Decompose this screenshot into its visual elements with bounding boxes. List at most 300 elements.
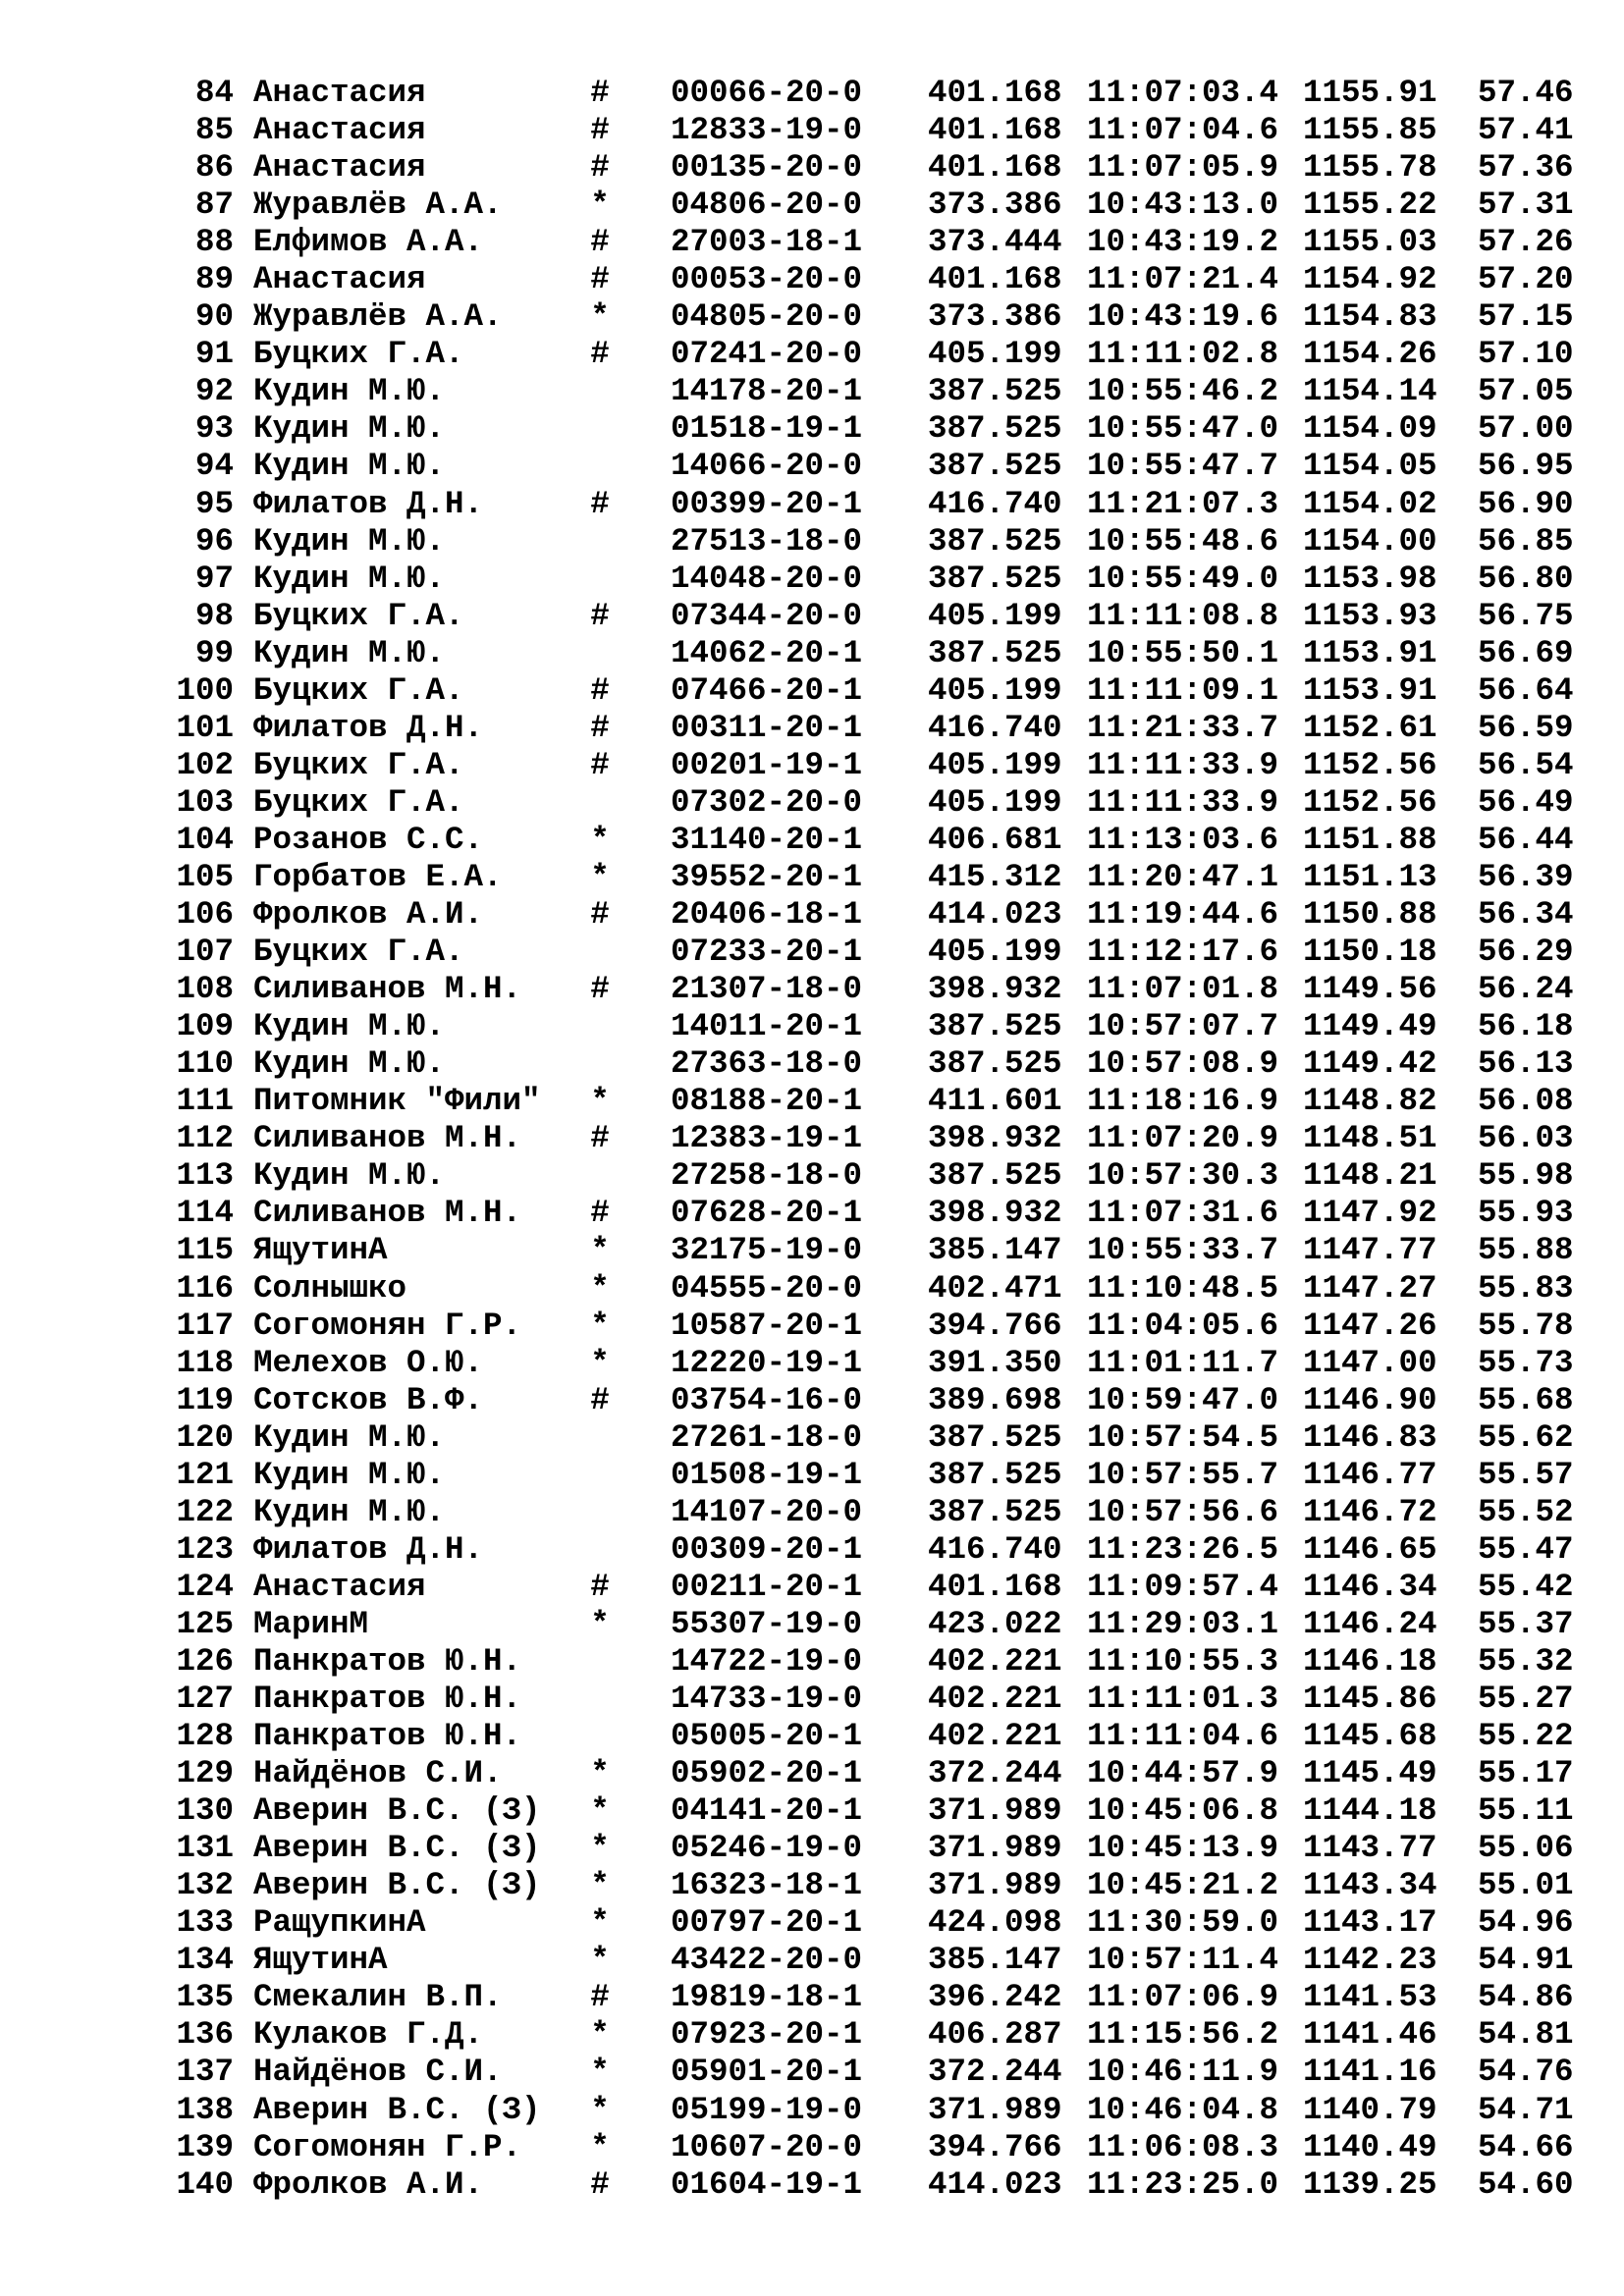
table-row (0, 523, 1624, 561)
speed: 1143.77 (1303, 1830, 1437, 1867)
ring-number: 00135-20-0 (671, 149, 863, 187)
owner-name: Кудин М.Ю. (253, 1045, 446, 1083)
place-number: 85 (194, 112, 234, 149)
ring-number: 01604-19-1 (671, 2165, 863, 2203)
owner-name: Аверин В.С. (З) (253, 2091, 541, 2128)
class-mark: * (590, 1083, 610, 1120)
place-number: 101 (176, 709, 234, 746)
distance: 372.244 (928, 1755, 1062, 1792)
ring-number: 05246-19-0 (671, 1830, 863, 1867)
table-row (0, 1494, 1624, 1531)
ring-number: 07241-20-0 (671, 336, 863, 373)
arrival-time: 11:04:05.6 (1087, 1307, 1279, 1344)
place-number: 87 (194, 187, 234, 224)
owner-name: Фролков А.И. (253, 2165, 484, 2203)
distance: 387.525 (928, 373, 1062, 410)
points: 54.81 (1478, 2016, 1574, 2054)
class-mark: * (590, 1269, 610, 1307)
owner-name: Кудин М.Ю. (253, 1493, 446, 1530)
points: 57.41 (1478, 112, 1574, 149)
ring-number: 12383-19-1 (671, 1120, 863, 1157)
arrival-time: 11:23:26.5 (1087, 1530, 1279, 1568)
owner-name: РащупкинА (253, 1904, 426, 1942)
table-row (0, 410, 1624, 448)
place-number: 95 (194, 485, 234, 522)
speed: 1148.21 (1303, 1157, 1437, 1195)
speed: 1146.65 (1303, 1530, 1437, 1568)
ring-number: 00399-20-1 (671, 485, 863, 522)
table-row (0, 2092, 1624, 2129)
owner-name: Аверин В.С. (З) (253, 1830, 541, 1867)
table-row (0, 112, 1624, 149)
speed: 1153.91 (1303, 634, 1437, 671)
distance: 385.147 (928, 1942, 1062, 1979)
distance: 416.740 (928, 485, 1062, 522)
distance: 385.147 (928, 1232, 1062, 1269)
class-mark: * (590, 1344, 610, 1381)
distance: 401.168 (928, 75, 1062, 111)
points: 55.73 (1478, 1344, 1574, 1381)
class-mark: # (590, 112, 610, 149)
ring-number: 00201-19-1 (671, 746, 863, 783)
place-number: 119 (176, 1381, 234, 1418)
owner-name: ЯщутинА (253, 1942, 388, 1979)
table-row (0, 598, 1624, 635)
arrival-time: 11:30:59.0 (1087, 1904, 1279, 1942)
speed: 1146.72 (1303, 1493, 1437, 1530)
table-row (0, 1157, 1624, 1195)
speed: 1145.49 (1303, 1755, 1437, 1792)
distance: 394.766 (928, 2128, 1062, 2165)
points: 56.13 (1478, 1045, 1574, 1083)
speed: 1142.23 (1303, 1942, 1437, 1979)
table-row (0, 635, 1624, 672)
table-row (0, 1457, 1624, 1494)
points: 55.11 (1478, 1792, 1574, 1830)
owner-name: Филатов Д.Н. (253, 709, 484, 746)
arrival-time: 11:09:57.4 (1087, 1568, 1279, 1605)
class-mark: # (590, 1195, 610, 1232)
owner-name: Буцких Г.А. (253, 671, 464, 709)
distance: 398.932 (928, 1120, 1062, 1157)
speed: 1150.18 (1303, 934, 1437, 971)
class-mark: * (590, 187, 610, 224)
place-number: 97 (194, 560, 234, 597)
table-row (0, 1419, 1624, 1457)
distance: 423.022 (928, 1605, 1062, 1642)
speed: 1154.26 (1303, 336, 1437, 373)
speed: 1155.91 (1303, 75, 1437, 111)
ring-number: 04805-20-0 (671, 298, 863, 336)
speed: 1146.24 (1303, 1605, 1437, 1642)
arrival-time: 10:55:47.7 (1087, 448, 1279, 485)
arrival-time: 11:21:33.7 (1087, 709, 1279, 746)
speed: 1146.90 (1303, 1381, 1437, 1418)
ring-number: 10607-20-0 (671, 2128, 863, 2165)
arrival-time: 10:44:57.9 (1087, 1755, 1279, 1792)
owner-name: Розанов С.С. (253, 821, 484, 858)
arrival-time: 11:07:03.4 (1087, 75, 1279, 111)
place-number: 100 (176, 671, 234, 709)
speed: 1140.49 (1303, 2128, 1437, 2165)
owner-name: Горбатов Е.А. (253, 858, 503, 895)
table-row (0, 1045, 1624, 1083)
ring-number: 27003-18-1 (671, 224, 863, 261)
place-number: 140 (176, 2165, 234, 2203)
ring-number: 14178-20-1 (671, 373, 863, 410)
owner-name: Журавлёв А.А. (253, 298, 503, 336)
distance: 371.989 (928, 1830, 1062, 1867)
points: 56.95 (1478, 448, 1574, 485)
points: 56.08 (1478, 1083, 1574, 1120)
distance: 373.386 (928, 187, 1062, 224)
owner-name: Солнышко (253, 1269, 407, 1307)
ring-number: 21307-18-0 (671, 971, 863, 1008)
place-number: 132 (176, 1867, 234, 1904)
speed: 1154.00 (1303, 522, 1437, 560)
owner-name: Буцких Г.А. (253, 336, 464, 373)
speed: 1141.46 (1303, 2016, 1437, 2054)
points: 54.96 (1478, 1904, 1574, 1942)
speed: 1155.78 (1303, 149, 1437, 187)
owner-name: МаринМ (253, 1605, 369, 1642)
class-mark: # (590, 1381, 610, 1418)
ring-number: 05901-20-1 (671, 2054, 863, 2091)
table-row (0, 1792, 1624, 1830)
owner-name: Кудин М.Ю. (253, 373, 446, 410)
class-mark: * (590, 1307, 610, 1344)
owner-name: Аверин В.С. (З) (253, 1867, 541, 1904)
distance: 402.221 (928, 1718, 1062, 1755)
arrival-time: 11:19:44.6 (1087, 896, 1279, 934)
ring-number: 00211-20-1 (671, 1568, 863, 1605)
speed: 1149.56 (1303, 971, 1437, 1008)
distance: 401.168 (928, 112, 1062, 149)
owner-name: Кудин М.Ю. (253, 1008, 446, 1045)
points: 55.01 (1478, 1867, 1574, 1904)
speed: 1154.92 (1303, 261, 1437, 298)
speed: 1143.34 (1303, 1867, 1437, 1904)
speed: 1146.18 (1303, 1642, 1437, 1680)
class-mark: * (590, 1867, 610, 1904)
owner-name: Кудин М.Ю. (253, 522, 446, 560)
table-row (0, 373, 1624, 410)
arrival-time: 10:55:49.0 (1087, 560, 1279, 597)
class-mark: # (590, 485, 610, 522)
distance: 387.525 (928, 448, 1062, 485)
ring-number: 00311-20-1 (671, 709, 863, 746)
table-row (0, 1830, 1624, 1867)
table-row (0, 747, 1624, 784)
place-number: 103 (176, 783, 234, 821)
points: 56.54 (1478, 746, 1574, 783)
place-number: 134 (176, 1942, 234, 1979)
ring-number: 55307-19-0 (671, 1605, 863, 1642)
distance: 402.471 (928, 1269, 1062, 1307)
place-number: 115 (176, 1232, 234, 1269)
arrival-time: 11:15:56.2 (1087, 2016, 1279, 2054)
arrival-time: 10:46:11.9 (1087, 2054, 1279, 2091)
arrival-time: 10:55:46.2 (1087, 373, 1279, 410)
distance: 414.023 (928, 2165, 1062, 2203)
ring-number: 27513-18-0 (671, 522, 863, 560)
table-row (0, 822, 1624, 859)
distance: 373.444 (928, 224, 1062, 261)
class-mark: # (590, 75, 610, 111)
arrival-time: 11:10:55.3 (1087, 1642, 1279, 1680)
place-number: 123 (176, 1530, 234, 1568)
table-row (0, 934, 1624, 971)
place-number: 124 (176, 1568, 234, 1605)
points: 54.60 (1478, 2165, 1574, 2203)
owner-name: Смекалин В.П. (253, 1979, 503, 2016)
ring-number: 04555-20-0 (671, 1269, 863, 1307)
distance: 401.168 (928, 1568, 1062, 1605)
class-mark: * (590, 1605, 610, 1642)
speed: 1153.91 (1303, 671, 1437, 709)
speed: 1152.61 (1303, 709, 1437, 746)
ring-number: 05902-20-1 (671, 1755, 863, 1792)
speed: 1151.13 (1303, 858, 1437, 895)
ring-number: 07233-20-1 (671, 934, 863, 971)
distance: 394.766 (928, 1307, 1062, 1344)
class-mark: # (590, 671, 610, 709)
table-row (0, 1008, 1624, 1045)
distance: 398.932 (928, 1195, 1062, 1232)
table-row (0, 859, 1624, 896)
speed: 1149.49 (1303, 1008, 1437, 1045)
ring-number: 08188-20-1 (671, 1083, 863, 1120)
owner-name: Согомонян Г.Р. (253, 1307, 522, 1344)
table-row (0, 261, 1624, 298)
ring-number: 05199-19-0 (671, 2091, 863, 2128)
distance: 406.287 (928, 2016, 1062, 2054)
distance: 406.681 (928, 821, 1062, 858)
owner-name: Питомник "Фили" (253, 1083, 541, 1120)
table-row (0, 1345, 1624, 1382)
speed: 1147.77 (1303, 1232, 1437, 1269)
table-row (0, 1904, 1624, 1942)
points: 55.42 (1478, 1568, 1574, 1605)
class-mark: # (590, 746, 610, 783)
arrival-time: 11:18:16.9 (1087, 1083, 1279, 1120)
place-number: 84 (194, 75, 234, 111)
place-number: 91 (194, 336, 234, 373)
ring-number: 04141-20-1 (671, 1792, 863, 1830)
owner-name: Анастасия (253, 75, 426, 111)
arrival-time: 10:55:47.0 (1087, 410, 1279, 448)
place-number: 92 (194, 373, 234, 410)
points: 56.85 (1478, 522, 1574, 560)
arrival-time: 10:57:11.4 (1087, 1942, 1279, 1979)
table-row (0, 710, 1624, 747)
arrival-time: 11:21:07.3 (1087, 485, 1279, 522)
speed: 1149.42 (1303, 1045, 1437, 1083)
place-number: 117 (176, 1307, 234, 1344)
owner-name: Буцких Г.А. (253, 597, 464, 634)
owner-name: Кудин М.Ю. (253, 1456, 446, 1493)
distance: 387.525 (928, 1008, 1062, 1045)
ring-number: 20406-18-1 (671, 896, 863, 934)
ring-number: 39552-20-1 (671, 858, 863, 895)
speed: 1154.09 (1303, 410, 1437, 448)
place-number: 111 (176, 1083, 234, 1120)
class-mark: # (590, 261, 610, 298)
place-number: 126 (176, 1642, 234, 1680)
distance: 398.932 (928, 971, 1062, 1008)
ring-number: 27261-18-0 (671, 1418, 863, 1456)
points: 55.83 (1478, 1269, 1574, 1307)
ring-number: 27258-18-0 (671, 1157, 863, 1195)
place-number: 108 (176, 971, 234, 1008)
class-mark: # (590, 1979, 610, 2016)
arrival-time: 11:06:08.3 (1087, 2128, 1279, 2165)
speed: 1139.25 (1303, 2165, 1437, 2203)
distance: 373.386 (928, 298, 1062, 336)
place-number: 102 (176, 746, 234, 783)
points: 55.52 (1478, 1493, 1574, 1530)
distance: 387.525 (928, 522, 1062, 560)
distance: 414.023 (928, 896, 1062, 934)
place-number: 105 (176, 858, 234, 895)
arrival-time: 11:29:03.1 (1087, 1605, 1279, 1642)
speed: 1153.93 (1303, 597, 1437, 634)
speed: 1152.56 (1303, 783, 1437, 821)
points: 54.76 (1478, 2054, 1574, 2091)
owner-name: Кудин М.Ю. (253, 634, 446, 671)
place-number: 112 (176, 1120, 234, 1157)
distance: 389.698 (928, 1381, 1062, 1418)
arrival-time: 11:07:04.6 (1087, 112, 1279, 149)
owner-name: Анастасия (253, 149, 426, 187)
ring-number: 32175-19-0 (671, 1232, 863, 1269)
class-mark: # (590, 971, 610, 1008)
points: 56.39 (1478, 858, 1574, 895)
arrival-time: 10:45:21.2 (1087, 1867, 1279, 1904)
points: 55.62 (1478, 1418, 1574, 1456)
arrival-time: 11:07:06.9 (1087, 1979, 1279, 2016)
class-mark: # (590, 709, 610, 746)
class-mark: # (590, 224, 610, 261)
place-number: 128 (176, 1718, 234, 1755)
arrival-time: 11:07:20.9 (1087, 1120, 1279, 1157)
arrival-time: 11:13:03.6 (1087, 821, 1279, 858)
arrival-time: 10:57:54.5 (1087, 1418, 1279, 1456)
owner-name: Силиванов М.Н. (253, 1120, 522, 1157)
points: 55.78 (1478, 1307, 1574, 1344)
owner-name: Филатов Д.Н. (253, 1530, 484, 1568)
arrival-time: 10:55:50.1 (1087, 634, 1279, 671)
speed: 1141.16 (1303, 2054, 1437, 2091)
place-number: 114 (176, 1195, 234, 1232)
table-row (0, 1531, 1624, 1569)
arrival-time: 10:55:33.7 (1087, 1232, 1279, 1269)
distance: 401.168 (928, 149, 1062, 187)
speed: 1151.88 (1303, 821, 1437, 858)
ring-number: 05005-20-1 (671, 1718, 863, 1755)
points: 55.27 (1478, 1681, 1574, 1718)
place-number: 86 (194, 149, 234, 187)
place-number: 109 (176, 1008, 234, 1045)
place-number: 89 (194, 261, 234, 298)
arrival-time: 10:43:19.2 (1087, 224, 1279, 261)
points: 56.29 (1478, 934, 1574, 971)
points: 56.49 (1478, 783, 1574, 821)
arrival-time: 11:07:05.9 (1087, 149, 1279, 187)
points: 55.88 (1478, 1232, 1574, 1269)
distance: 416.740 (928, 1530, 1062, 1568)
ring-number: 07466-20-1 (671, 671, 863, 709)
table-row (0, 896, 1624, 934)
table-row (0, 2129, 1624, 2166)
place-number: 99 (194, 634, 234, 671)
table-row (0, 75, 1624, 112)
points: 54.91 (1478, 1942, 1574, 1979)
points: 55.32 (1478, 1642, 1574, 1680)
table-row (0, 1195, 1624, 1232)
ring-number: 14733-19-0 (671, 1681, 863, 1718)
owner-name: Панкратов Ю.Н. (253, 1642, 522, 1680)
owner-name: Буцких Г.А. (253, 783, 464, 821)
class-mark: # (590, 336, 610, 373)
points: 55.17 (1478, 1755, 1574, 1792)
arrival-time: 10:43:19.6 (1087, 298, 1279, 336)
class-mark: # (590, 896, 610, 934)
points: 55.06 (1478, 1830, 1574, 1867)
ring-number: 07923-20-1 (671, 2016, 863, 2054)
arrival-time: 11:07:31.6 (1087, 1195, 1279, 1232)
distance: 387.525 (928, 560, 1062, 597)
points: 56.75 (1478, 597, 1574, 634)
distance: 387.525 (928, 1045, 1062, 1083)
arrival-time: 11:11:09.1 (1087, 671, 1279, 709)
results-table (0, 75, 1624, 2204)
ring-number: 07344-20-0 (671, 597, 863, 634)
table-row (0, 1867, 1624, 1904)
distance: 405.199 (928, 597, 1062, 634)
owner-name: Кулаков Г.Д. (253, 2016, 484, 2054)
distance: 372.244 (928, 2054, 1062, 2091)
owner-name: Кудин М.Ю. (253, 410, 446, 448)
place-number: 125 (176, 1605, 234, 1642)
ring-number: 03754-16-0 (671, 1381, 863, 1418)
ring-number: 31140-20-1 (671, 821, 863, 858)
speed: 1155.03 (1303, 224, 1437, 261)
owner-name: Елфимов А.А. (253, 224, 484, 261)
ring-number: 14066-20-0 (671, 448, 863, 485)
place-number: 98 (194, 597, 234, 634)
table-row (0, 971, 1624, 1008)
table-row (0, 336, 1624, 373)
arrival-time: 10:57:55.7 (1087, 1456, 1279, 1493)
class-mark: * (590, 1904, 610, 1942)
arrival-time: 11:11:33.9 (1087, 783, 1279, 821)
speed: 1146.77 (1303, 1456, 1437, 1493)
arrival-time: 11:11:08.8 (1087, 597, 1279, 634)
ring-number: 19819-18-1 (671, 1979, 863, 2016)
table-row (0, 298, 1624, 336)
ring-number: 14107-20-0 (671, 1493, 863, 1530)
table-row (0, 1270, 1624, 1308)
ring-number: 00309-20-1 (671, 1530, 863, 1568)
speed: 1155.85 (1303, 112, 1437, 149)
distance: 405.199 (928, 746, 1062, 783)
distance: 405.199 (928, 671, 1062, 709)
points: 57.31 (1478, 187, 1574, 224)
points: 56.80 (1478, 560, 1574, 597)
arrival-time: 10:46:04.8 (1087, 2091, 1279, 2128)
arrival-time: 10:45:06.8 (1087, 1792, 1279, 1830)
